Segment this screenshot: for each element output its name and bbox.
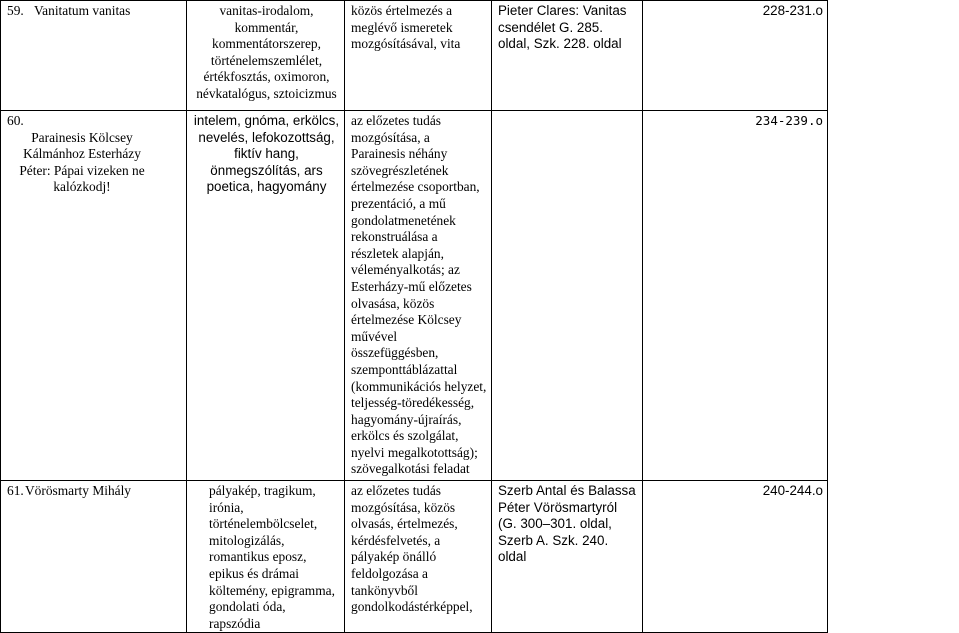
lesson-title: Vörösmarty Mihály [25, 483, 131, 498]
terms-cell: pályakép, tragikum, irónia, történelembölcselet, mitologizálás, romantikus eposz, epikus és drámai költemény, epigramma, gondolati óda, rapszódia [187, 481, 345, 633]
reference-cell: Pieter Clares: Vanitas csendélet G. 285. oldal, Szk. 228. oldal [492, 1, 643, 111]
lesson-title: Vanitatum vanitas [34, 3, 131, 18]
lesson-number: 60. [7, 113, 24, 128]
pages-cell: 240-244.o [643, 481, 828, 633]
lesson-title-cell [1, 111, 187, 481]
table-row [1, 481, 959, 633]
activities-cell: az előzetes tudás mozgósítása, közös olvasás, értelmezés, kérdésfelvetés, a pályakép önálló feldolgozása a tankönyvből gondolkodástérképpel, [345, 481, 492, 633]
lesson-number: 61. [7, 483, 24, 498]
reference-cell [492, 111, 643, 481]
lesson-title: Parainesis Kölcsey Kálmánhoz Esterházy Péter: Pápai vizeken ne kalózkodj! [19, 129, 145, 195]
table-row [1, 1, 959, 111]
terms-cell: intelem, gnóma, erkölcs, nevelés, lefokozottság, fiktív hang, önmegszólítás, ars poetica, hagyomány [187, 111, 345, 481]
lesson-number: 59. [7, 3, 24, 18]
terms-cell: vanitas-irodalom, kommentár, kommentátorszerep, történelemszemlélet, értékfosztás, oximoron, névkatalógus, sztoicizmus [187, 1, 345, 111]
activities-cell: az előzetes tudás mozgósítása, a Parainesis néhány szövegrészletének értelmezése csoportban, prezentáció, a mű gondolatmenetének rekonstruálása a részletek alapján, véleményalkotás; az Esterházy-mű előzetes olvasása, közös értelmezése Kölcsey művével összefüggésben, szemponttáblázattal (kommunikációs helyzet, teljesség-töredékesség, hagyomány-újraírás, erkölcs és szolgálat, nyelvi megalkotottság); szövegalkotási feladat [345, 111, 492, 481]
table-row [1, 111, 959, 481]
reference-cell: Szerb Antal és Balassa Péter Vörösmartyról (G. 300–301. oldal, Szerb A. Szk. 240. oldal [492, 481, 643, 633]
lesson-title-cell [1, 1, 187, 111]
pages-cell: 228-231.o [643, 1, 828, 111]
pages-cell: 234-239.o [643, 111, 828, 481]
lesson-title-cell [1, 481, 187, 633]
activities-cell: közös értelmezés a meglévő ismeretek mozgósításával, vita [345, 1, 492, 111]
